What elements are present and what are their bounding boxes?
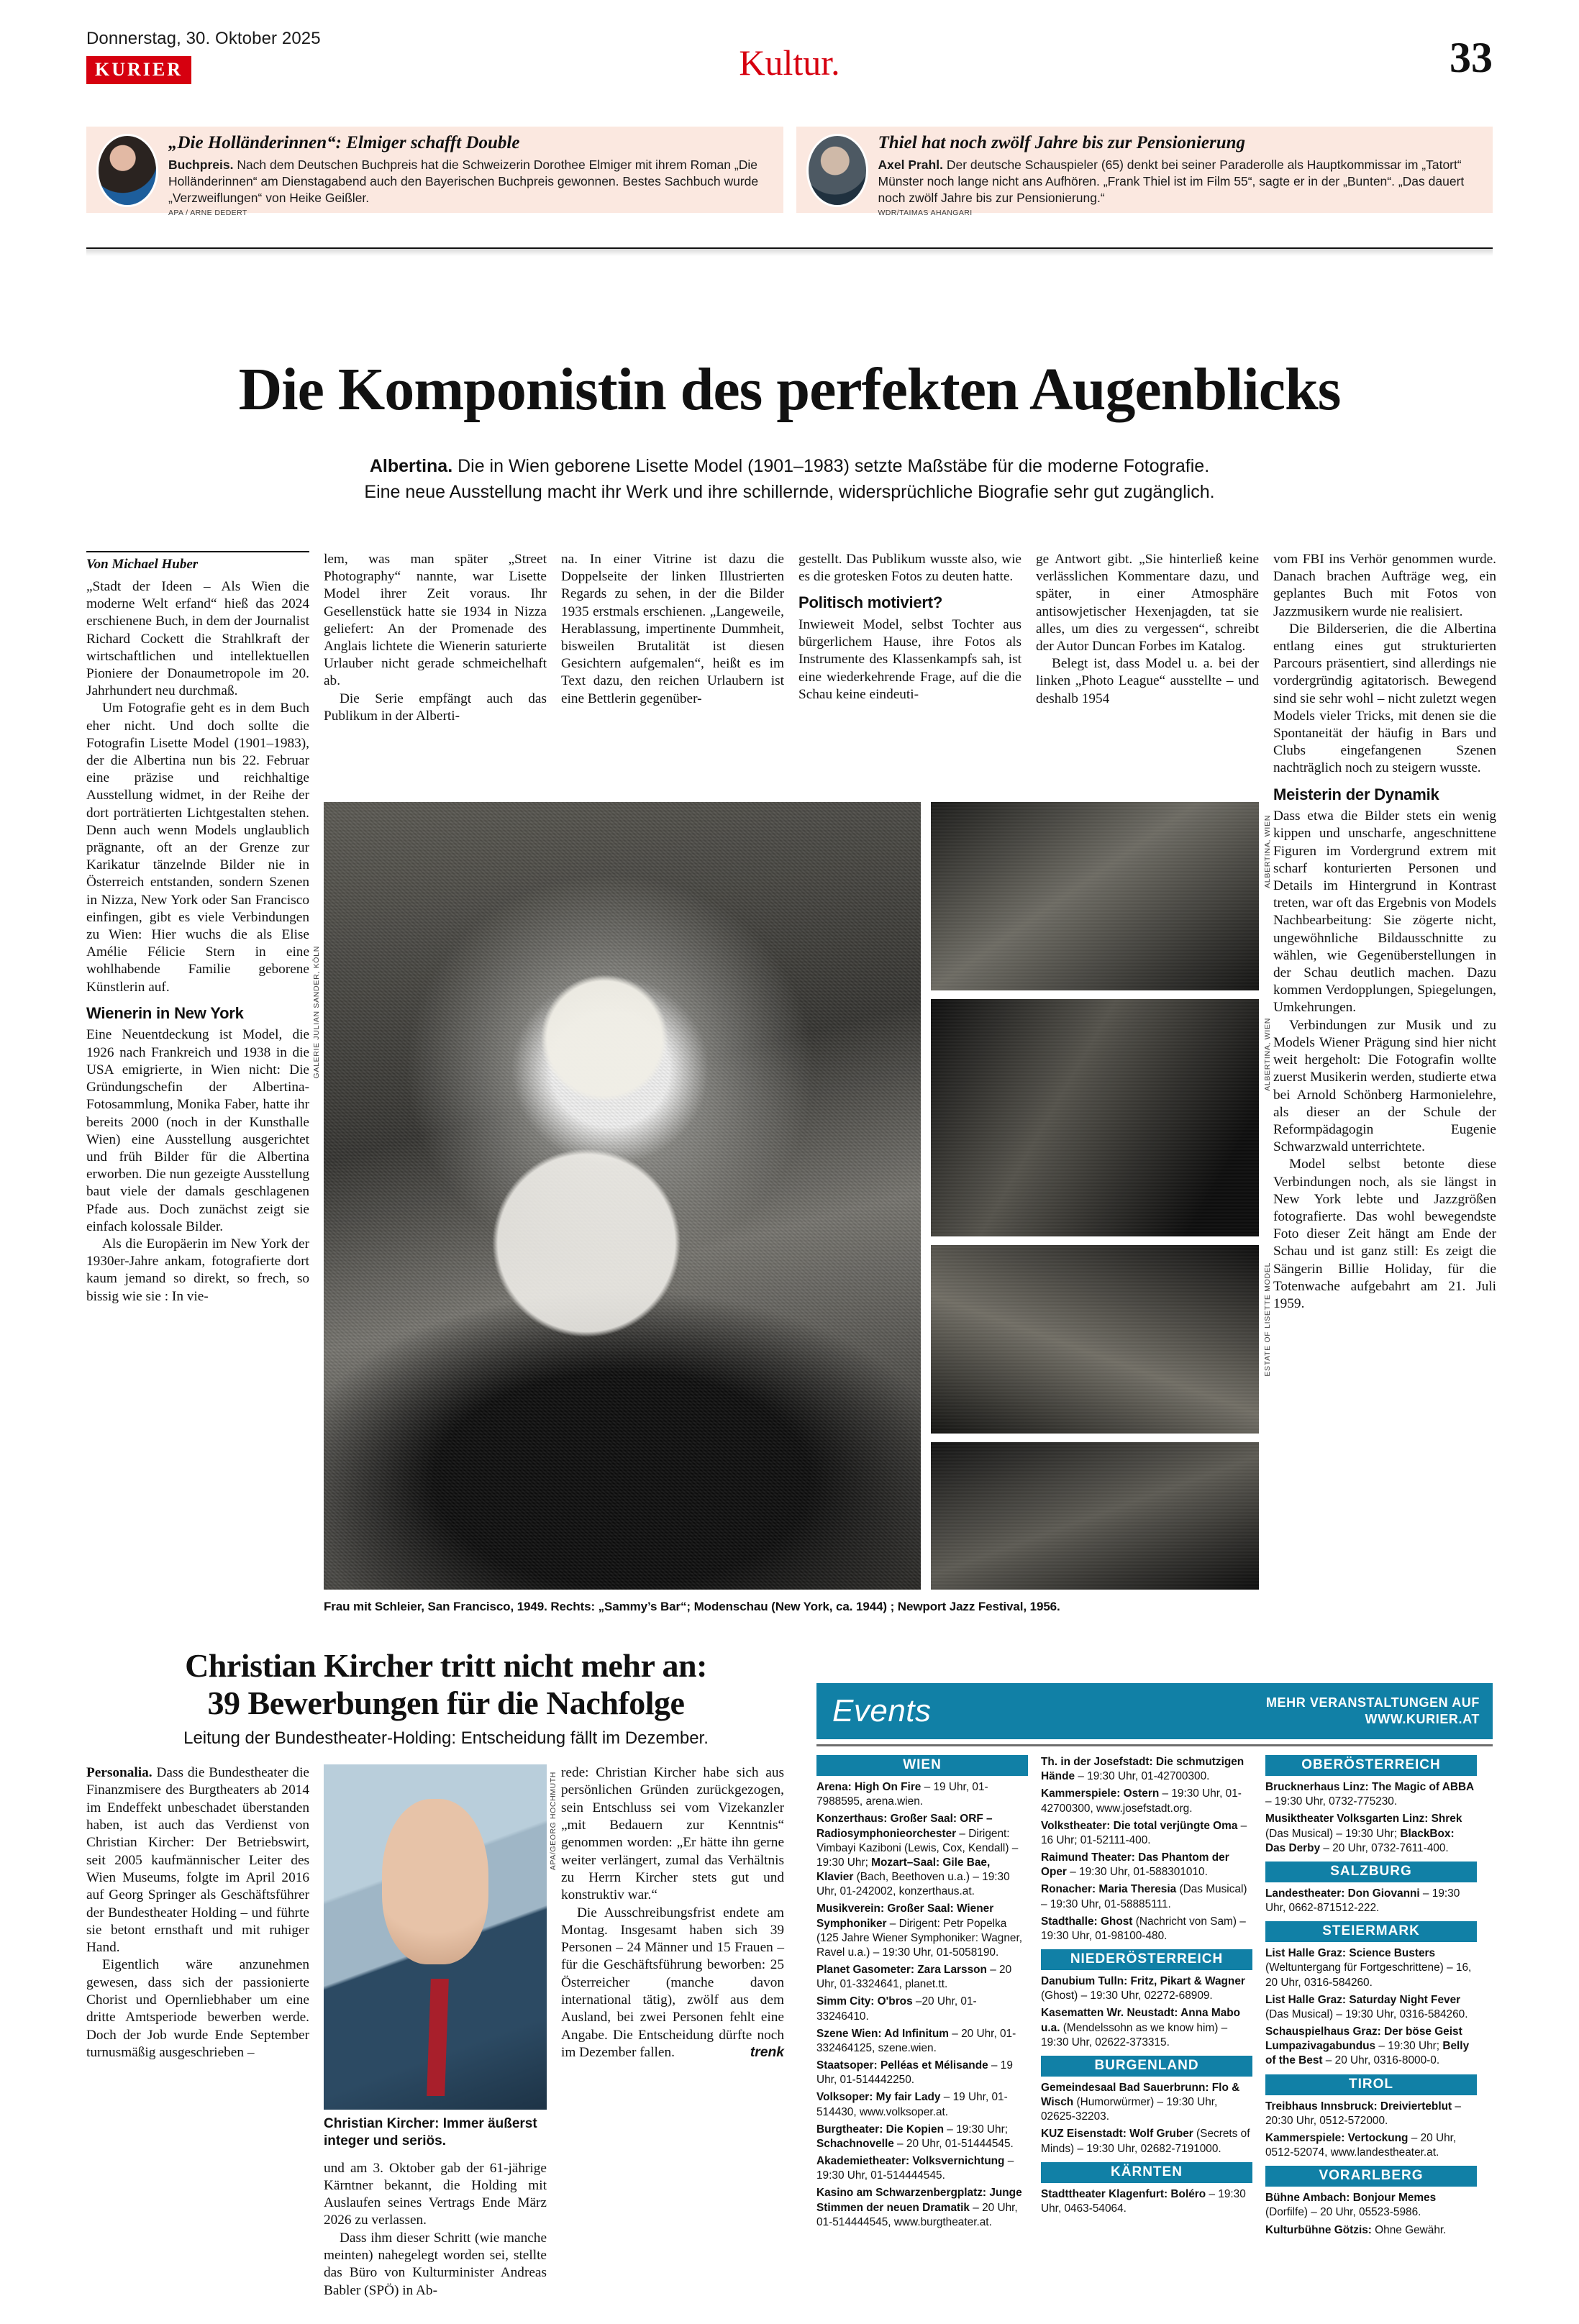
events-column <box>1041 1755 1252 2241</box>
standfirst-line-1: Die in Wien geborene Lisette Model (1901–1983) setzte Maßstäbe für die moderne Fotografie. <box>452 456 1210 476</box>
event-venue: Akademietheater: Volksvernichtung <box>816 2155 1005 2168</box>
bottom-column-3 <box>561 1764 784 2061</box>
event-item[interactable] <box>816 2154 1028 2183</box>
event-venue: List Halle Graz: Science Busters <box>1265 1947 1436 1960</box>
event-details-secondary: (Bach, Beethoven u.a.) – 19:30 Uhr, 01-242002, konzerthaus.at. <box>816 1871 1010 1898</box>
photo-caption: Frau mit Schleier, San Francisco, 1949. Rechts: „Sammy’s Bar“; Modenschau (New York, ca. 1944) ; Newport Jazz Festival, 1956. <box>324 1600 1060 1613</box>
paragraph: rede: Christian Kircher habe sich aus persönlichen Gründen zurückgezogen, sein Entschluss sei vom Vizekanzler „mit Bedauern zur Kenntnis“ genommen worden: „Er hätte ihn gerne weiter verlängert, zumal das Verhältnis zu Herrn Kircher stets gut und konstruktiv war.“ <box>561 1765 784 1903</box>
photo-credit: GALERIE JULIAN SANDER, KÖLN <box>312 946 321 1079</box>
paragraph: Um Fotografie geht es in dem Buch eher nicht. Und doch sollte die Fotografin Lisette Model (1901–1983), der die Albertina nun bis 22. Februar eine präzise und reichhaltige Ausstellung widmet, in der Reihe der dort porträtierten Lichtgestalten stehen. Denn auch wenn Models unglaublich prägnante, oft an der Grenze zur Karikatur tänzelnde Bilder nie in Österreich entstanden, sondern Szenen in Nizza, New York oder San Francisco einfingen, gibt es viele Verbindungen zu Wien: Hier wuchs die als Elise Amélie Félicie Stern in eine wohlhabende Familie geborene Künstlerin auf. <box>86 701 309 995</box>
event-venue: Gemeindesaal Bad Sauerbrunn: Flo & Wisch <box>1041 2081 1240 2109</box>
event-item[interactable] <box>1041 1974 1252 2003</box>
events-region-header: BURGENLAND <box>1041 2056 1252 2077</box>
issue-date: Donnerstag, 30. Oktober 2025 <box>86 29 321 48</box>
event-item[interactable] <box>816 2123 1028 2151</box>
events-region-header: SALZBURG <box>1265 1862 1477 1882</box>
standfirst <box>165 453 1414 506</box>
event-details: – 19:30 Uhr, 0463-54064. <box>1041 2187 1246 2215</box>
event-venue: Raimund Theater: Das Phantom der Oper <box>1041 1851 1229 1879</box>
event-item[interactable] <box>1041 2187 1252 2216</box>
byline-rule <box>86 551 309 552</box>
event-item[interactable] <box>816 2186 1028 2230</box>
event-item[interactable] <box>1041 2127 1252 2156</box>
paragraph <box>86 1764 309 1956</box>
section-title: Kultur. <box>739 42 840 83</box>
event-details: (Das Musical) – 19:30 Uhr, 0316-584260. <box>1265 2008 1468 2020</box>
article-column-4 <box>798 551 1021 703</box>
author-signature: trenk <box>750 2045 784 2061</box>
subheading: Wienerin in New York <box>86 1003 244 1022</box>
event-details: – 19:30 Uhr, 01-42700300. <box>1075 1770 1210 1783</box>
teaser-headline: Thiel hat noch zwölf Jahre bis zur Pensionierung <box>878 133 1246 152</box>
event-details: (Mendelssohn as we know him) – 19:30 Uhr, 02622-373315. <box>1041 2021 1228 2049</box>
teaser-credit: WDR/TAIMAS AHANGARI <box>878 208 973 217</box>
event-venue: Ronacher: Maria Theresia <box>1041 1883 1177 1896</box>
event-details-secondary: – 20 Uhr, 0732-7611-400. <box>1320 1841 1449 1854</box>
event-venue: Treibhaus Innsbruck: Dreivierteblut <box>1265 2100 1452 2113</box>
event-details: – 19:30 Uhr, 0662-871512-222. <box>1265 1887 1460 1915</box>
event-item[interactable] <box>1265 2131 1477 2160</box>
events-region-header: NIEDERÖSTERREICH <box>1041 1949 1252 1970</box>
event-venue: Danubium Tulln: Fritz, Pikart & Wagner <box>1041 1975 1245 1988</box>
photo-newport-jazz-festival <box>931 999 1259 1236</box>
event-item[interactable] <box>1265 1993 1477 2022</box>
paragraph: „Stadt der Ideen – Als Wien die moderne Welt erfand“ hieß das 2024 erschienene Buch, in dem der Journalist Richard Cockett die Strahlkraft der wirtschaftlichen und intellektuellen Pioniere der Donaumetropole im 20. Jahrhundert neu durchmaß. <box>86 579 309 699</box>
paragraph: Dass ihm dieser Schritt (wie manche meinten) nahegelegt worden sei, stellte das Büro von Kulturminister Andreas Babler (SPÖ) in Ab- <box>324 2230 547 2298</box>
event-details: (Secrets of Minds) – 19:30 Uhr, 02682-7191000. <box>1041 2128 1250 2155</box>
paragraph: und am 3. Oktober gab der 61-jährige Kärntner bekannt, die Holding mit Auslaufen seines Vertrags Ende März 2026 zu verlassen. <box>324 2160 547 2228</box>
event-item[interactable] <box>816 2059 1028 2087</box>
events-region-header: OBERÖSTERREICH <box>1265 1755 1477 1776</box>
bottom-column-1 <box>86 1764 309 2061</box>
photo-modenschau <box>931 1245 1259 1434</box>
event-venue: Landestheater: Don Giovanni <box>1265 1887 1420 1900</box>
bottom-article-title <box>86 1647 806 1721</box>
event-item[interactable] <box>1041 2081 1252 2125</box>
event-item[interactable] <box>816 1995 1028 2023</box>
events-region-header: TIROL <box>1265 2074 1477 2095</box>
event-venue-secondary: BlackBox: Das Derby <box>1265 1827 1455 1854</box>
article-column-3 <box>561 551 784 708</box>
paragraph: Verbindungen zur Musik und zu Models Wiener Prägung sind hier nicht weit hergeholt: Die Fotografin wollte zuerst Musikerin werden, studierte etwa bei Arnold Schönberg Harmonielehre, als dieser an der Schule der Reformpädagogin Eugenie Schwarzwald unterrichtete. <box>1273 1017 1496 1155</box>
column-text <box>86 1764 309 2061</box>
event-venue: Kasematten Wr. Neustadt: Anna Mabo u.a. <box>1041 2007 1241 2034</box>
paragraph: ge Antwort gibt. „Sie hinterließ keine verlässlichen Kommentare dazu, und später, in einer Atmosphäre antisowjetischer Hexenjagden, tat sie alles, um dies zu vergessen“, schreibt der Autor Duncan Forbes im Katalog. <box>1036 552 1259 655</box>
event-item[interactable] <box>1041 1915 1252 1943</box>
column-text <box>561 1764 784 2061</box>
event-venue: Szene Wien: Ad Infinitum <box>816 2027 949 2040</box>
event-item[interactable] <box>816 1812 1028 1899</box>
event-item[interactable] <box>1265 1780 1477 1809</box>
event-details: – 19 Uhr, 01-514430, www.volksoper.at. <box>816 2091 1008 2118</box>
event-details: – 20 Uhr, 01-514444545, www.burgtheater.at. <box>816 2201 1018 2228</box>
event-details: Ohne Gewähr. <box>1371 2223 1447 2236</box>
paragraph: Belegt ist, dass Model u. a. bei der linken „Photo League“ ausstellte – und deshalb 1954 <box>1036 656 1259 706</box>
event-item[interactable] <box>1041 1882 1252 1911</box>
events-more-line-2: WWW.KURIER.AT <box>1365 1712 1480 1726</box>
event-details: (Das Musical) – 19:30 Uhr, 01-58885111. <box>1041 1883 1247 1910</box>
teaser-credit: APA / ARNE DEDERT <box>168 208 247 217</box>
standfirst-line-2: Eine neue Ausstellung macht ihr Werk und ihre schillernde, widersprüchliche Biografie sehr gut zugänglich. <box>364 482 1215 503</box>
event-venue: Kammerspiele: Ostern <box>1041 1787 1160 1800</box>
paragraph: Die Serie empfängt auch das Publikum in der Alberti- <box>324 691 547 724</box>
event-details: – 19:30 Uhr; <box>1375 2040 1443 2053</box>
teaser-card[interactable] <box>796 127 1493 217</box>
event-item[interactable] <box>1265 2100 1477 2128</box>
event-details: – 19:30 Uhr; <box>944 2123 1008 2136</box>
event-venue: Kasino am Schwarzenbergplatz: Junge Stimmen der neuen Dramatik <box>816 2187 1022 2214</box>
paragraph: Als die Europäerin im New York der 1930er-Jahre ankam, fotografierte dort kaum jemand so direkt, so frech, so bissig wie sie : In vie- <box>86 1236 309 1304</box>
event-item[interactable] <box>1265 1887 1477 1915</box>
event-venue: Stadthalle: Ghost <box>1041 1915 1133 1928</box>
events-columns <box>816 1755 1493 2241</box>
paragraph: Die Bilderserien, die die Albertina entlang eines gut strukturierten Parcours präsentiert, sind allerdings nie vordergründig agitatorisch. Bewegend sind sie sehr wohl – nicht zuletzt wegen Models vieler Tricks, mit denen sie die Spontaneität der häufig in Bars und Clubs eingefangenen Szenen nachträglich noch zu steigern wusste. <box>1273 621 1496 776</box>
event-details: (Das Musical) – 19:30 Uhr; <box>1265 1827 1401 1840</box>
event-item[interactable] <box>816 1780 1028 1809</box>
masthead <box>86 29 1493 122</box>
event-venue: Planet Gasometer: Zara Larsson <box>816 1964 987 1977</box>
event-item[interactable] <box>1265 1812 1477 1856</box>
photo-crowd <box>931 1442 1259 1590</box>
article-column-1 <box>86 551 309 1305</box>
event-details: (Weltuntergang für Fortgeschrittene) – 16, 20 Uhr, 0316-584260. <box>1265 1961 1472 1989</box>
event-venue: Th. in der Josefstadt: Die schmutzigen Hände <box>1041 1756 1244 1783</box>
paragraph <box>561 1905 784 2062</box>
event-venue-secondary: Schachnovelle <box>816 2137 894 2150</box>
photo-christian-kircher <box>324 1764 558 2110</box>
bottom-article-subheading: Leitung der Bundestheater-Holding: Entscheidung fällt im Dezember. <box>183 1728 709 1749</box>
event-item[interactable] <box>816 2090 1028 2119</box>
column-text <box>1273 551 1496 1313</box>
bottom-column-2 <box>324 1764 558 2300</box>
event-venue: Kulturbühne Götzis: <box>1265 2223 1372 2236</box>
subheading: Politisch motiviert? <box>798 593 943 612</box>
event-details: – 19:30 Uhr, 01-588301010. <box>1066 1866 1208 1879</box>
column-text <box>561 551 784 708</box>
events-column <box>1265 1755 1477 2241</box>
teaser-text <box>878 157 1483 206</box>
event-item[interactable] <box>1041 1755 1252 1784</box>
teaser-portrait <box>806 134 868 207</box>
event-item[interactable] <box>1041 1819 1252 1848</box>
paragraph: Dass etwa die Bilder stets ein wenig kippen und unscharfe, angeschnittene Figuren im Vordergrund extrem mit scharf konturierten Personen und Details im Hintergrund in Kontrast treten, war oft das Ergebnis von Models Nachbearbeitung: Sie zögerte nicht, ungewöhnliche Bildausschnitte zu wählen, wie Gegenüberstellungen in der Schau deutlich machen. Dazu kommen Verdopplungen, Spiegelungen, Umkehrungen. <box>1273 808 1496 1016</box>
event-item[interactable] <box>1265 1946 1477 1990</box>
photo-credit: APA/GEORG HOCHMUTH <box>549 1772 558 1871</box>
column-text <box>324 2160 547 2300</box>
event-venue: Musikverein: Großer Saal: Wiener Symphoniker <box>816 1903 994 1930</box>
event-venue: Simm City: O'bros <box>816 1995 913 2008</box>
teaser-lead: Buchpreis. <box>168 158 234 173</box>
event-item[interactable] <box>1041 1851 1252 1879</box>
page-title: Die Komponistin des perfekten Augenblicks <box>238 356 1341 423</box>
subheading: Meisterin der Dynamik <box>1273 785 1439 803</box>
events-more-line-1: MEHR VERANSTALTUNGEN AUF <box>1265 1695 1480 1710</box>
event-venue: Bühne Ambach: Bonjour Memes <box>1265 2192 1437 2205</box>
events-column <box>816 1755 1028 2241</box>
teaser-body-text: Nach dem Deutschen Buchpreis hat die Schweizerin Dorothee Elmiger mit ihrem Roman „Die Holländerinnen“ am Dienstagabend auch den Bayerischen Buchpreis gewonnen. Bestes Sachbuch wurde „Verzweiflungen“ von Heike Geißler. <box>168 158 759 206</box>
paragraph: Model selbst betonte diese Verbindungen noch, als sie längst in New York lebte und Jazzgrößen fotografierte. Das wohl bewegendste Foto dieser Zeit hängt am Ende der Schau und ist ganz still: Es zeigt die Sängerin Billie Holiday, für die Totenwache aufgebahrt am 21. Juli 1959. <box>1273 1157 1496 1311</box>
events-region-header: VORARLBERG <box>1265 2166 1477 2187</box>
photo-montage <box>312 802 1272 1590</box>
event-details: – 20 Uhr, 01-3324641, planet.tt. <box>816 1964 1012 1991</box>
photo-credit: ALBERTINA, WIEN <box>1263 1018 1272 1091</box>
event-details: – 20 Uhr, 01-332464125, szene.wien. <box>816 2027 1016 2054</box>
paragraph-text: Die Ausschreibungsfrist endete am Montag. Insgesamt haben sich 39 Personen – 24 Männer und 15 Frauen – für die Geschäftsführung beworben: 25 Österreicher (manche davon international tätig), zwölf aus dem Ausland, bei zwei Personen fehlt eine Angabe. Die Entscheidung dürfte noch im Dezember fallen. <box>561 1905 784 2061</box>
events-more-link[interactable] <box>1266 1695 1480 1728</box>
article-column-2 <box>324 551 547 725</box>
event-details: – 19:30 Uhr, 0732-775230. <box>1265 1795 1398 1808</box>
bottom-title-line-1: Christian Kircher tritt nicht mehr an: <box>185 1647 707 1684</box>
paragraph: na. In einer Vitrine ist dazu die Doppelseite der linken Illustrierten Regards zu sehen, in der die Bilder 1935 erstmals erschienen. „Langeweile, Herablassung, impertinente Dummheit, bisweilen Brutalität ist diesen Gesichtern aufgemalen“, heißt es im Text dazu, den reichen Urlaubern ist eine Bettlerin gegenüber- <box>561 552 784 706</box>
byline: Von Michael Huber <box>86 557 199 572</box>
paragraph-text: Dass die Bundestheater die Finanzmisere des Burgtheaters ab 2014 im Endeffekt unbeschadet überstanden haben, ist auch das Verdienst von Christian Kircher: Der Betriebswirt, seit 2005 kaufmännischer Leiter des Wien Museums, folgte im April 2016 auf Georg Springer als Geschäftsführer der Bundestheater Holding – und führte sie betont ernsthaft und mit ruhiger Hand. <box>86 1765 309 1956</box>
event-details: –20 Uhr, 01-33246410. <box>816 1995 977 2023</box>
events-region-header: STEIERMARK <box>1265 1921 1477 1942</box>
article-lead: Personalia. <box>86 1765 153 1781</box>
teaser-text <box>168 157 773 206</box>
event-item[interactable] <box>816 2027 1028 2056</box>
photo-credit: ESTATE OF LISETTE MODEL <box>1263 1262 1272 1377</box>
event-venue: Konzerthaus: Großer Saal: ORF – Radiosymphonieorchester <box>816 1813 993 1840</box>
event-details-secondary: – 20 Uhr, 01-51444545. <box>893 2137 1014 2150</box>
paragraph: lem, was man später „Street Photography“ nannte, war Lisette Model ihrer Zeit voraus. Ihr Gesellenstück hatte sie 1934 in Nizza geliefert: An der Promenade des Anglais lichtete die Wienerin saturierte Urlauber nicht gerade schmeichelhaft ab. <box>324 552 547 689</box>
event-venue: Musiktheater Volksgarten Linz: Shrek <box>1265 1813 1462 1826</box>
event-details: – 20 Uhr, 0512-52074, www.landestheater.at. <box>1265 2131 1457 2159</box>
column-text <box>86 578 309 1305</box>
event-details: – 19 Uhr, 01-7988595, arena.wien. <box>816 1781 988 1808</box>
event-venue: Schauspielhaus Graz: Der böse Geist Lumpazivagabundus <box>1265 2025 1462 2053</box>
paragraph: gestellt. Das Publikum wusste also, wie es die grotesken Fotos zu deuten hatte. <box>798 552 1021 585</box>
event-details: – Dirigent: Petr Popelka (125 Jahre Wiener Symphoniker: Wagner, Ravel u.a.) – 19:30 Uhr, 01-5058190. <box>816 1917 1022 1959</box>
event-venue: Kammerspiele: Vertockung <box>1265 2131 1409 2144</box>
photo-credit: ALBERTINA, WIEN <box>1263 815 1272 888</box>
tie-detail <box>427 1979 448 2096</box>
event-venue: Burgtheater: Die Kopien <box>816 2123 945 2136</box>
event-details: (Dorfilfe) – 20 Uhr, 05523-5986. <box>1265 2206 1421 2219</box>
event-item[interactable] <box>1265 2025 1477 2069</box>
event-item[interactable] <box>816 1902 1028 1960</box>
standfirst-lead: Albertina. <box>369 456 453 476</box>
teaser-body <box>168 134 773 217</box>
paragraph: Inwieweit Model, selbst Tochter aus bürgerlichem Hause, ihre Fotos als Instrumente des Klassenkampfs sah, ist eine wiederkehrende Frage, auf die die Schau keine eindeuti- <box>798 617 1021 702</box>
event-venue: List Halle Graz: Saturday Night Fever <box>1265 1993 1461 2006</box>
event-details: – 19 Uhr, 01-514442250. <box>816 2059 1013 2087</box>
teaser-row <box>86 127 1493 217</box>
kurier-logo: KURIER <box>86 56 191 84</box>
event-venue: Volkstheater: Die total verjüngte Oma <box>1041 1819 1238 1832</box>
events-region-header: WIEN <box>816 1755 1028 1776</box>
column-text <box>798 551 1021 703</box>
teaser-body <box>878 134 1483 217</box>
teaser-headline: „Die Holländerinnen“: Elmiger schafft Double <box>168 133 520 152</box>
photo-woman-with-veil <box>324 802 921 1590</box>
event-details: (Humorwürmer) – 19:30 Uhr, 02625-32203. <box>1041 2096 1218 2123</box>
photo-caption: Christian Kircher: Immer äußerst integer und seriös. <box>324 2116 537 2148</box>
teaser-lead: Axel Prahl. <box>878 158 943 173</box>
paragraph: Eine Neuentdeckung ist Model, die 1926 nach Frankreich und 1938 in die USA emigrierte, in Wien nicht: Die Gründungschefin der Albertina-Fotosammlung, Monika Faber, hatte ihr bereits 2000 (noch in der Kunsthalle Wien) eine Ausstellung ausgerichtet und früh Bilder für die Albertina erworben. Die nun gezeigte Ausstellung baut viele der damals geschlagenen Pfade aus. Doch zunächst zeigt sie einfach kolossale Bilder. <box>86 1027 309 1234</box>
event-details-secondary: – 20 Uhr, 0316-8000-0. <box>1322 2054 1440 2067</box>
event-item[interactable] <box>1041 2006 1252 2050</box>
event-details: – Dirigent: Vimbayi Kaziboni (Lewis, Cox, Kendall) – 19:30 Uhr; <box>816 1827 1019 1869</box>
event-details: (Ghost) – 19:30 Uhr, 02272-68909. <box>1041 1990 1213 2002</box>
event-venue: KUZ Eisenstadt: Wolf Gruber <box>1041 2128 1193 2141</box>
event-venue: Staatsoper: Pelléas et Mélisande <box>816 2059 988 2072</box>
article-column-6 <box>1273 551 1496 1313</box>
events-region-header: KÄRNTEN <box>1041 2162 1252 2183</box>
paragraph: Eigentlich wäre anzunehmen gewesen, dass sich der passionierte Chorist und Opernliebhaber um eine dritte Amtsperiode bewerben werde. Doch der Job wurde Ende September turnusmäßig ausgeschrieben – <box>86 1957 309 2061</box>
events-box <box>816 1683 1493 2241</box>
event-venue-secondary: Belly of the Best <box>1265 2040 1470 2067</box>
paragraph: vom FBI ins Verhör genommen wurde. Danach brachen Aufträge weg, ein geplantes Buch mit Fotos von Jazzmusikern wurde nie realisiert. <box>1273 552 1496 619</box>
event-item[interactable] <box>1265 2191 1477 2220</box>
event-venue: Brucknerhaus Linz: The Magic of ABBA <box>1265 1781 1475 1793</box>
teaser-portrait <box>96 134 158 207</box>
event-details: (Nachricht von Sam) – 19:30 Uhr, 01-98100-480. <box>1041 1915 1246 1942</box>
event-venue: Volksoper: My fair Lady <box>816 2091 941 2104</box>
event-details: – 16 Uhr; 01-52111-400. <box>1041 1819 1247 1846</box>
column-text <box>324 551 547 725</box>
events-divider <box>816 1744 1493 1746</box>
photo-sammys-bar <box>931 802 1259 990</box>
bottom-title-line-2: 39 Bewerbungen für die Nachfolge <box>207 1684 685 1721</box>
bottom-article-columns <box>86 1764 806 2298</box>
events-title: Events <box>832 1693 932 1728</box>
event-details: – 19:30 Uhr, 01-514444545. <box>816 2155 1014 2182</box>
page-number: 33 <box>1450 34 1493 81</box>
event-details: – 19:30 Uhr, 01-42700300, www.josefstadt.org. <box>1041 1787 1242 1815</box>
event-venue: Stadttheater Klagenfurt: Boléro <box>1041 2187 1206 2200</box>
event-venue-secondary: Mozart–Saal: Gile Bae, Klavier <box>816 1856 991 1884</box>
column-text <box>1036 551 1259 708</box>
event-item[interactable] <box>1041 1787 1252 1815</box>
event-venue: Arena: High On Fire <box>816 1781 922 1793</box>
event-details: – 20:30 Uhr, 0512-572000. <box>1265 2100 1461 2127</box>
teaser-card[interactable] <box>86 127 783 217</box>
bottom-article <box>86 1647 806 2298</box>
event-item[interactable] <box>816 1963 1028 1992</box>
teaser-body-text: Der deutsche Schauspieler (65) denkt bei seiner Paraderolle als Hauptkommissar im „Tatort“ Münster noch lange nicht ans Aufhören. „Frank Thiel ist im Film 55“, sagte er in der „Bunten“. „Das dauert noch zwölf Jahre bis zur Pensionierung.“ <box>878 158 1465 206</box>
article-column-5 <box>1036 551 1259 708</box>
event-item[interactable] <box>1265 2223 1477 2238</box>
divider-shadow <box>86 249 1493 256</box>
events-header <box>816 1683 1493 1739</box>
